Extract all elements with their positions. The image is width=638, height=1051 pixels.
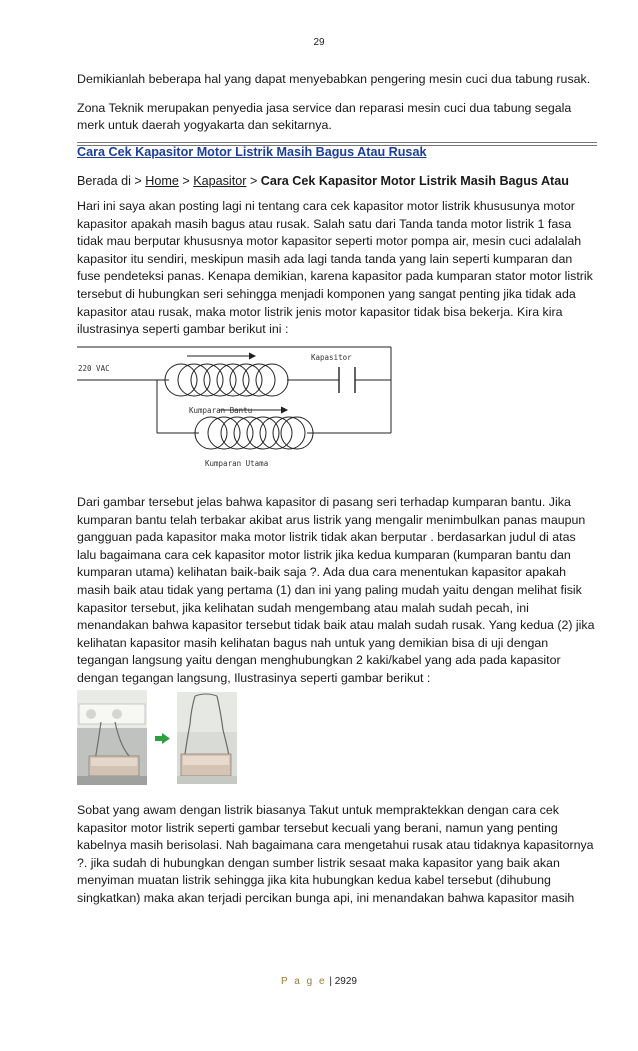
breadcrumb-separator: > xyxy=(182,174,190,188)
capacitor-test-photos xyxy=(77,690,257,786)
article-paragraph-3: Sobat yang awam dengan listrik biasanya Takut untuk mempraktekkan dengan cara cek kapasitor motor listrik seperti gambar tersebut kecuali yang berani, namun yang penting kabelnya masih berisolasi. Nah bagaimana cara mengetahui rusak atau tidaknya kapasitornya ?. jika sudah di hubungkan dengan sumber listrik sesaat maka kapasitor yang baik akan menyiman muatan listrik sehingga jika kita hubungkan kedua kabel tersebut (dihubung singkatkan) maka akan terjadi percikan bunga api, ini menandakan bahwa kapasitor masih xyxy=(77,803,594,905)
photo-capacitor-plugged-in xyxy=(77,690,147,785)
article-title-link[interactable]: Cara Cek Kapasitor Motor Listrik Masih Bagus Atau Rusak xyxy=(77,145,427,159)
article-paragraph-2: Dari gambar tersebut jelas bahwa kapasitor di pasang seri terhadap kumparan bantu. Jika kumparan bantu telah terbakar akibat arus listrik yang mengalir menimbulkan panas maupun gangguan pada kapasitor maka motor listrik tidak akan berputar . berdasarkan judul di atas lalu bagaimana cara cek kapasitor motor listrik jika kedua kumparan (kumparan bantu dan kumparan utama) kelihatan baik-baik saja ?. Ada dua cara menentukan kapasitor apakah masih baik atau tidak yang pertama (1) dan ini yang paling mudah yaitu dengan melihat fisik kapasitor tersebut, jika kelihatan sudah mengembang atau malah sudah pecah, ini menandakan bahwa kapasitor tersebut tidak baik atau malah sudah rusak. Yang kedua (2) jika kelihatan kapasitor masih kelihatan bagus nah untuk yang demikian bisa di uji dengan tegangan langsung yaitu dengan menghubungkan 2 kaki/kabel yang ada pada kapasitor dengan tegangan langsung, Ilustrasinya seperti gambar berikut : xyxy=(77,495,595,685)
article-paragraph-1: Hari ini saya akan posting lagi ni tentang cara cek kapasitor motor listrik khususunya motor kapasitor apakah masih bagus atau rusak. Salah satu dari Tanda tanda motor listrik 1 fasa tidak mau berputar khususnya motor kapasitor seperti motor pompa air, mesin cuci adalalah kapasitor itu sendiri, meskipun masih ada lagi tanda tanda yang lain seperti kumparan dan fuse pendeteksi panas. Kenapa demikian, karena kapasitor pada kumparan stator motor listrik tersebut di hubungkan seri sehingga menjadi komponen yang sangat penting jika tidak ada kapasitor atau rusak, maka motor listrik jenis motor kapasitor tidak bisa bekerja. Kira kira ilustrasinya seperti gambar berikut ini : xyxy=(77,199,593,337)
page-footer xyxy=(0,976,638,987)
breadcrumb-home-link[interactable]: Home xyxy=(145,174,179,188)
capacitor-circuit-diagram xyxy=(77,343,397,485)
main-coil xyxy=(195,417,313,449)
breadcrumb-current: Cara Cek Kapasitor Motor Listrik Masih Bagus Atau xyxy=(260,174,569,188)
intro-line-1: Demikianlah beberapa hal yang dapat menyebabkan pengering mesin cuci dua tabung rusak. xyxy=(77,72,591,86)
supply-voltage-label: 220 VAC xyxy=(78,364,110,373)
footer-page-number: 2929 xyxy=(334,976,357,987)
footer-page-label: P a g e xyxy=(281,976,327,987)
breadcrumb-prefix: Berada di > xyxy=(77,174,142,188)
article-paragraph-2-wrap xyxy=(77,494,597,688)
green-arrow-icon xyxy=(155,733,170,744)
breadcrumb xyxy=(77,174,569,188)
article-paragraph-1-wrap xyxy=(77,198,597,339)
breadcrumb-separator: > xyxy=(249,174,258,188)
intro-block xyxy=(77,71,597,135)
aux-coil-label: Kumparan Bantu xyxy=(189,406,253,415)
main-coil-label: Kumparan Utama xyxy=(205,459,269,468)
capacitor-label: Kapasitor xyxy=(311,353,352,362)
page-number-top: 29 xyxy=(313,37,325,48)
photo-capacitor-held xyxy=(177,692,237,784)
intro-line-2: Zona Teknik merupakan penyedia jasa service dan reparasi mesin cuci dua tabung segala merk untuk daerah yogyakarta dan sekitarnya. xyxy=(77,100,572,133)
breadcrumb-kapasitor-link[interactable]: Kapasitor xyxy=(193,174,247,188)
auxiliary-coil xyxy=(165,364,288,396)
article-paragraph-3-wrap xyxy=(77,802,597,908)
footer-separator: | xyxy=(329,976,332,987)
